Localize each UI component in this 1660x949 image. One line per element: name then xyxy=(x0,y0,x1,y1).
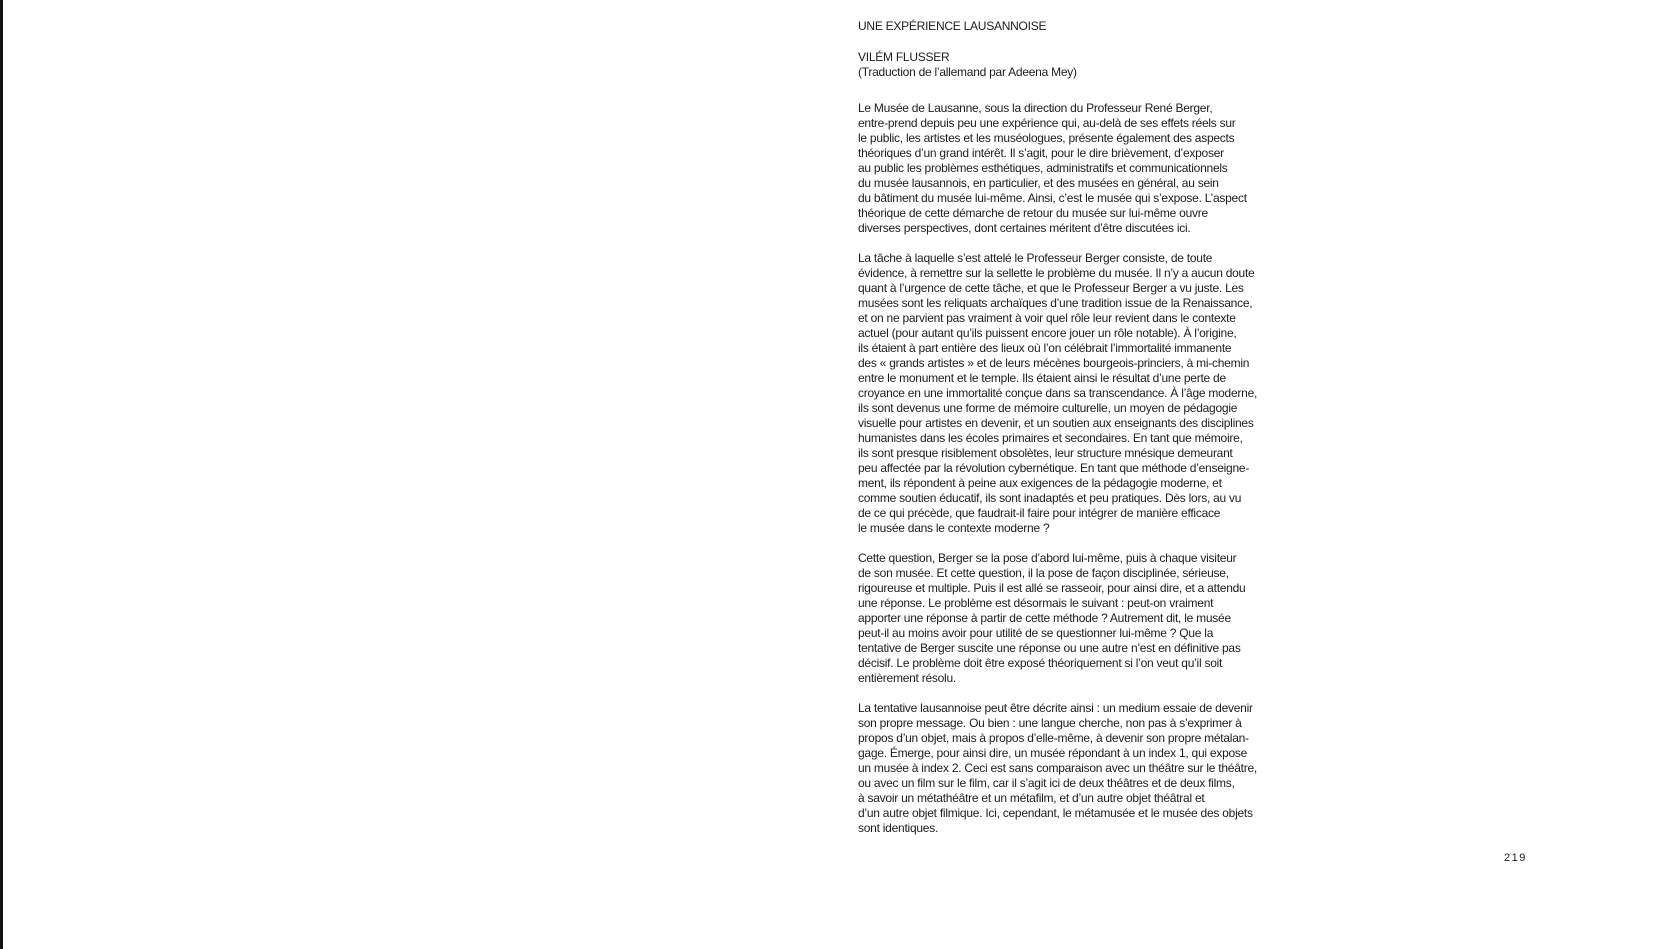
text-line: diverses perspectives, dont certaines méritent d’être discutées ici. xyxy=(858,221,1191,235)
text-line: La tâche à laquelle s’est attelé le Professeur Berger consiste, de toute xyxy=(858,251,1213,265)
text-line: théorique de cette démarche de retour du musée sur lui-même ouvre xyxy=(858,206,1208,220)
translation-credit: (Traduction de l’allemand par Adeena Mey) xyxy=(858,65,1077,79)
text-line: un musée à index 2. Ceci est sans comparaison avec un théâtre sur le théâtre, xyxy=(858,761,1257,775)
left-page-edge-line xyxy=(0,0,3,949)
text-line: peu affectée par la révolution cybernétique. En tant que méthode d’enseigne- xyxy=(858,461,1250,475)
text-line: ou avec un film sur le film, car il s’agit ici de deux théâtres et de deux films, xyxy=(858,776,1235,790)
text-line: Le Musée de Lausanne, sous la direction du Professeur René Berger, xyxy=(858,101,1213,115)
text-line: apporter une réponse à partir de cette méthode ? Autrement dit, le musée xyxy=(858,611,1231,625)
text-line: à savoir un métathéâtre et un métafilm, et d’un autre objet théâtral et xyxy=(858,791,1205,805)
text-line: sont identiques. xyxy=(858,821,939,835)
text-line: décisif. Le problème doit être exposé théoriquement si l’on veut qu’il soit xyxy=(858,656,1223,670)
paragraph xyxy=(858,101,1328,236)
author-name: VILÉM FLUSSER xyxy=(858,50,950,64)
text-line: tentative de Berger suscite une réponse ou une autre n’est en définitive pas xyxy=(858,641,1241,655)
text-line: théoriques d’un grand intérêt. Il s’agit, pour le dire brièvement, d’exposer xyxy=(858,146,1224,160)
byline xyxy=(858,50,1328,80)
text-line: le public, les artistes et les muséologues, présente également des aspects xyxy=(858,131,1235,145)
text-line: de ce qui précède, que faudrait-il faire pour intégrer de manière efficace xyxy=(858,506,1221,520)
page-number: 219 xyxy=(1504,852,1527,864)
text-line: quant à l’urgence de cette tâche, et que le Professeur Berger a vu juste. Les xyxy=(858,281,1244,295)
text-line: ils sont devenus une forme de mémoire culturelle, un moyen de pédagogie xyxy=(858,401,1238,415)
text-line: le musée dans le contexte moderne ? xyxy=(858,521,1050,535)
text-line: entre le monument et le temple. Ils étaient ainsi le résultat d’une perte de xyxy=(858,371,1226,385)
text-line: entièrement résolu. xyxy=(858,671,956,685)
text-line: au public les problèmes esthétiques, administratifs et communicationnels xyxy=(858,161,1228,175)
article-body xyxy=(858,101,1328,836)
text-line: du bâtiment du musée lui-même. Ainsi, c’est le musée qui s’expose. L’aspect xyxy=(858,191,1247,205)
text-line: ment, ils répondent à peine aux exigences de la pédagogie moderne, et xyxy=(858,476,1222,490)
paragraph xyxy=(858,551,1328,686)
text-line: entre-prend depuis peu une expérience qui, au-delà de ses effets réels sur xyxy=(858,116,1236,130)
text-line: et on ne parvient pas vraiment à voir quel rôle leur revient dans le contexte xyxy=(858,311,1236,325)
text-line: musées sont les reliquats archaïques d’une tradition issue de la Renaissance, xyxy=(858,296,1253,310)
text-line: visuelle pour artistes en devenir, et un soutien aux enseignants des disciplines xyxy=(858,416,1254,430)
text-line: une réponse. Le problème est désormais le suivant : peut-on vraiment xyxy=(858,596,1214,610)
article-column xyxy=(858,19,1328,836)
text-line: propos d’un objet, mais à propos d’elle-même, à devenir son propre métalan- xyxy=(858,731,1249,745)
text-line: ils sont presque risiblement obsolètes, leur structure mnésique demeurant xyxy=(858,446,1233,460)
text-line: d’un autre objet filmique. Ici, cependant, le métamusée et le musée des objets xyxy=(858,806,1253,820)
text-line: du musée lausannois, en particulier, et des musées en général, au sein xyxy=(858,176,1219,190)
text-line: actuel (pour autant qu’ils puissent encore jouer un rôle notable). À l’origine, xyxy=(858,326,1237,340)
text-line: gage. Émerge, pour ainsi dire, un musée répondant à un index 1, qui expose xyxy=(858,746,1248,760)
text-line: croyance en une immortalité conçue dans sa transcendance. À l’âge moderne, xyxy=(858,386,1258,400)
paragraph xyxy=(858,701,1328,836)
article-title: UNE EXPÉRIENCE LAUSANNOISE xyxy=(858,19,1047,33)
text-line: des « grands artistes » et de leurs mécènes bourgeois-princiers, à mi-chemin xyxy=(858,356,1250,370)
text-line: de son musée. Et cette question, il la pose de façon disciplinée, sérieuse, xyxy=(858,566,1229,580)
text-line: rigoureuse et multiple. Puis il est allé se rasseoir, pour ainsi dire, et a attendu xyxy=(858,581,1246,595)
text-line: La tentative lausannoise peut être décrite ainsi : un medium essaie de devenir xyxy=(858,701,1253,715)
text-line: humanistes dans les écoles primaires et secondaires. En tant que mémoire, xyxy=(858,431,1243,445)
text-line: évidence, à remettre sur la sellette le problème du musée. Il n’y a aucun doute xyxy=(858,266,1255,280)
text-line: comme soutien éducatif, ils sont inadaptés et peu pratiques. Dès lors, au vu xyxy=(858,491,1242,505)
text-line: Cette question, Berger se la pose d’abord lui-même, puis à chaque visiteur xyxy=(858,551,1237,565)
paragraph xyxy=(858,251,1328,536)
text-line: peut-il au moins avoir pour utilité de se questionner lui-même ? Que la xyxy=(858,626,1214,640)
text-line: ils étaient à part entière des lieux où l’on célébrait l’immortalité immanente xyxy=(858,341,1232,355)
text-line: son propre message. Ou bien : une langue cherche, non pas à s’exprimer à xyxy=(858,716,1242,730)
